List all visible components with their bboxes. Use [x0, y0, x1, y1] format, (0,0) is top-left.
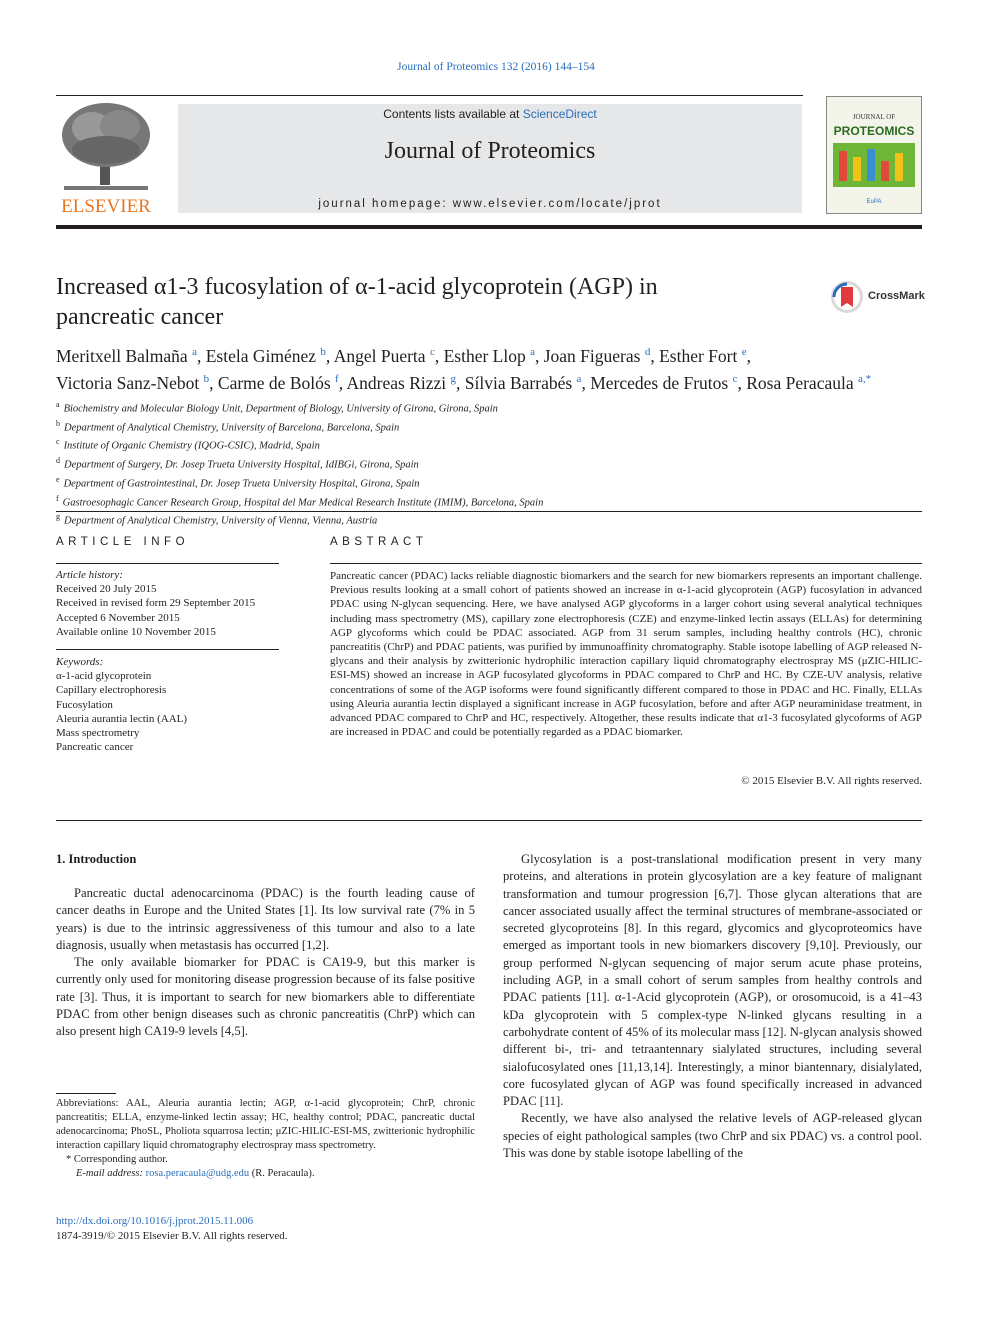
crossmark-button[interactable]	[830, 280, 930, 314]
svg-text:PROTEOMICS: PROTEOMICS	[833, 124, 915, 138]
paragraph: Pancreatic ductal adenocarcinoma (PDAC) is the fourth leading cause of cancer deaths in Europe and the United States [1]. Its low survival rate (7% in 5 years) is due to the intrinsic aggressiveness of this tumour and also to a late diagnosis, usually when metastasis has occurred [1,2].	[56, 886, 475, 952]
affiliation-list	[56, 398, 936, 529]
footnote-rule	[56, 1093, 116, 1094]
history-rule	[56, 649, 279, 650]
doi-block	[56, 1214, 288, 1244]
author[interactable]: Carme de Bolós $^f$	[217, 372, 339, 393]
keyword: Fucosylation	[56, 698, 113, 711]
paragraph: Glycosylation is a post-translational modification present in very many proteins, and alterations in protein glycosylation are a key feature of malignant transformation and tumour progression [6,7]. Those glycan alterations that are cancer associated usually affect the terminal structures of membrane-associated or secreted glycoproteins [8]. In this regard, glycomics and glycoproteomics have emerged as important tools in new biomarkers discovery [9,10]. Previously, our group performed N-glycan sequencing of major serum acute phase proteins, including AGP, in a small cohort of serum samples from healthy controls and PDAC patients [11]. α-1-Acid glycoprotein (AGP), or orosomucoid, is a 41–43 kDa glycoprotein with 5 complex-type N-linked glycans resulting in a carbohydrate content of 45% of its molecular mass [12]. N-glycan analysis showed different bi-, tri- and tetraantennary sialylated structures, including several sialofucosylated ones [11,13,14]. Interestingly, a minor biantennary, disialylated, core fucosylated glycan of AGP was found specifically increased in advanced PDAC [11].	[503, 852, 922, 1109]
author[interactable]: Joan Figueras $^d$	[543, 345, 651, 366]
paragraph: The only available biomarker for PDAC is CA19-9, but this marker is currently only used for monitoring disease progression because of its false positive rate [3]. Thus, it is important to search for new biomarkers able to differentiate PDAC from other benign diseases such as chronic pancreatitis (ChrP) which can also present high CA19-9 levels [4,5].	[56, 955, 475, 1039]
journal-homepage[interactable]: journal homepage: www.elsevier.com/locate/jprot	[318, 198, 662, 210]
corresponding-footnote: * Corresponding author.	[66, 1154, 168, 1166]
header-rule	[56, 95, 803, 96]
journal-name: Journal of Proteomics	[384, 138, 596, 164]
article-info-rule	[56, 563, 279, 564]
author[interactable]: Esther Fort $^e$	[659, 345, 747, 366]
affiliation: $^g$ Department of Analytical Chemistry, University of Vienna, Vienna, Austria	[56, 512, 378, 527]
journal-reference[interactable]: Journal of Proteomics 132 (2016) 144–154	[397, 61, 595, 73]
header-thick-rule	[56, 225, 922, 229]
footnotes	[56, 1097, 475, 1182]
history-item: Available online 10 November 2015	[56, 625, 216, 638]
abbreviations-footnote: Abbreviations: AAL, Aleuria aurantia lectin; AGP, α-1-acid glycoprotein; ChrP, chronic pancreatitis; ELLA, enzyme-linked lectin assay; HC, healthy control; PDAC, pancreatic ductal adenocarcinoma; PhoSL, Pholiota squarrosa lectin; μZIC-HILIC-ESI-MS, zwitterionic hydrophilic interaction capillary liquid chromatography electrospray mass spectrometry.	[56, 1098, 475, 1152]
author[interactable]: Estela Giménez $^b$	[205, 345, 326, 366]
affiliation: $^a$ Biochemistry and Molecular Biology Unit, Department of Biology, University of Girona, Girona, Spain	[56, 400, 498, 415]
elsevier-logo	[56, 100, 156, 218]
author[interactable]: Mercedes de Frutos $^c$	[590, 372, 738, 393]
author[interactable]: Angel Puerta $^c$	[333, 345, 435, 366]
svg-text:EuPA: EuPA	[866, 199, 882, 205]
keywords-label: Keywords:	[56, 656, 104, 668]
keyword: Aleuria aurantia lectin (AAL)	[56, 712, 188, 725]
article-history	[56, 568, 279, 639]
author[interactable]: Rosa Peracaula $^{a,*}$	[746, 372, 872, 393]
elsevier-wordmark: ELSEVIER	[61, 196, 151, 217]
email-footnote: E-mail address: rosa.peracaula@udg.edu (R. Peracaula).	[76, 1168, 315, 1180]
author[interactable]: Andreas Rizzi $^g$	[346, 372, 457, 393]
author[interactable]: Meritxell Balmaña $^a$	[56, 345, 197, 366]
title-line-2: pancreatic cancer	[56, 304, 224, 330]
introduction-heading: 1. Introduction	[56, 852, 137, 866]
author[interactable]: Victoria Sanz-Nebot $^b$	[56, 372, 210, 393]
affiliation: $^b$ Department of Analytical Chemistry, University of Barcelona, Barcelona, Spain	[56, 418, 400, 434]
keyword: Pancreatic cancer	[56, 741, 134, 754]
history-item: Accepted 6 November 2015	[56, 611, 180, 624]
affiliation: $^f$ Gastroesophagic Cancer Research Group, Hospital del Mar Medical Research Institute (IMIM), Barcelona, Spain	[56, 493, 544, 509]
svg-text:JOURNAL OF: JOURNAL OF	[852, 113, 896, 121]
journal-cover[interactable]	[826, 96, 922, 214]
keyword: Mass spectrometry	[56, 727, 140, 740]
abstract-rule	[330, 563, 922, 564]
affiliation: $^e$ Department of Gastrointestinal, Dr. Josep Trueta University Hospital, Girona, Spain	[56, 474, 420, 490]
article-title	[56, 272, 756, 332]
author[interactable]: Sílvia Barrabés $^a$	[464, 372, 582, 393]
keyword: Capillary electrophoresis	[56, 684, 167, 697]
crossmark-label: CrossMark	[868, 290, 925, 302]
history-item: Received 20 July 2015	[56, 583, 157, 596]
body-column-right	[503, 851, 922, 1162]
article-info-heading: ARTICLE INFO	[56, 536, 190, 548]
section-rule	[56, 511, 922, 512]
abstract-heading: ABSTRACT	[330, 536, 428, 548]
issn-line: 1874-3919/© 2015 Elsevier B.V. All rights reserved.	[56, 1230, 288, 1242]
affiliation: $^c$ Institute of Organic Chemistry (IQOG-CSIC), Madrid, Spain	[56, 437, 320, 452]
cover-image	[827, 97, 921, 213]
abstract-text: Pancreatic cancer (PDAC) lacks reliable diagnostic biomarkers and the search for new biomarkers represents an important challenge. Previous results looking at a small cohort of patients showed an increase in α-1-acid glycoprotein (AGP) fucosylation in advanced PDAC using N-glycan sequencing. Here, we have analysed AGP glycoforms in a larger cohort using several analytical techniques including mass spectrometry (MS), capillary zone electrophoresis (CZE) and enzyme-linked lectin assays (ELLAs) for determining AGP glycoforms which could be PDAC associated. AGP from 31 serum samples, including healthy controls (HC), chronic pancreatitis (ChrP) and PDAC patients, was purified by immunoaffinity chromatography. Stable isotope labelling of AGP released N-glycans and their analysis by zwitterionic hydrophilic interaction capillary liquid chromatography electrospray MS (μZIC-HILIC-ESI-MS) showed an increase in AGP fucosylated glycoforms in PDAC compared to ChrP and HC. By CZE-UV analysis, relative concentrations of some of the AGP isoforms were found significantly different compared to those in PDAC and HC. Finally, ELLAs using Aleuria aurantia lectin displayed a significant increase in AGP fucosylation, before and after AGP neuraminidase treatment, in advanced PDAC compared to ChrP and HC, respectively. Altogether, these results indicate that α1-3 fucosylated glycoforms of AGP are increased in PDAC and could be potentially regarded as a PDAC biomarker.	[330, 570, 922, 739]
body-column-left	[56, 885, 475, 1041]
history-item: Received in revised form 29 September 2015	[56, 597, 256, 610]
author[interactable]: Esther Llop $^a$	[443, 345, 535, 366]
contents-line	[178, 107, 802, 121]
author-list: Meritxell Balmaña $^a$, Estela Giménez $^b$, Angel Puerta $^c$, Esther Llop $^a$, Joan Figueras $^d$, Esther Fort $^e$, Victoria Sanz-Nebot $^b$, Carme de Bolós $^f$, Andreas Rizzi $^g$, Sílvia Barrabés $^a$, Mercedes de Frutos $^c$, Rosa Peracaula $^{a,*}$	[56, 345, 872, 393]
affiliation: $^d$ Department of Surgery, Dr. Josep Trueta University Hospital, IdIBGi, Girona, Spain	[56, 456, 419, 471]
body-rule	[56, 820, 922, 821]
contents-prefix: Contents lists available at	[383, 107, 520, 121]
keywords-list	[56, 655, 279, 754]
abstract-copyright: © 2015 Elsevier B.V. All rights reserved.	[741, 775, 922, 787]
sciencedirect-link[interactable]: ScienceDirect	[522, 107, 597, 121]
paragraph: Recently, we have also analysed the relative levels of AGP-released glycan species of eight pathological samples (two ChrP and six PDAC) vs. a control pool. This was done by stable isotope labelling of the	[503, 1111, 922, 1161]
email-link[interactable]: rosa.peracaula@udg.edu	[145, 1168, 250, 1180]
title-line-1: Increased α1-3 fucosylation of α-1-acid glycoprotein (AGP) in	[56, 274, 658, 300]
keyword: α-1-acid glycoprotein	[56, 670, 152, 683]
history-label: Article history:	[56, 569, 123, 581]
doi-link[interactable]: http://dx.doi.org/10.1016/j.jprot.2015.11.006	[56, 1215, 254, 1227]
